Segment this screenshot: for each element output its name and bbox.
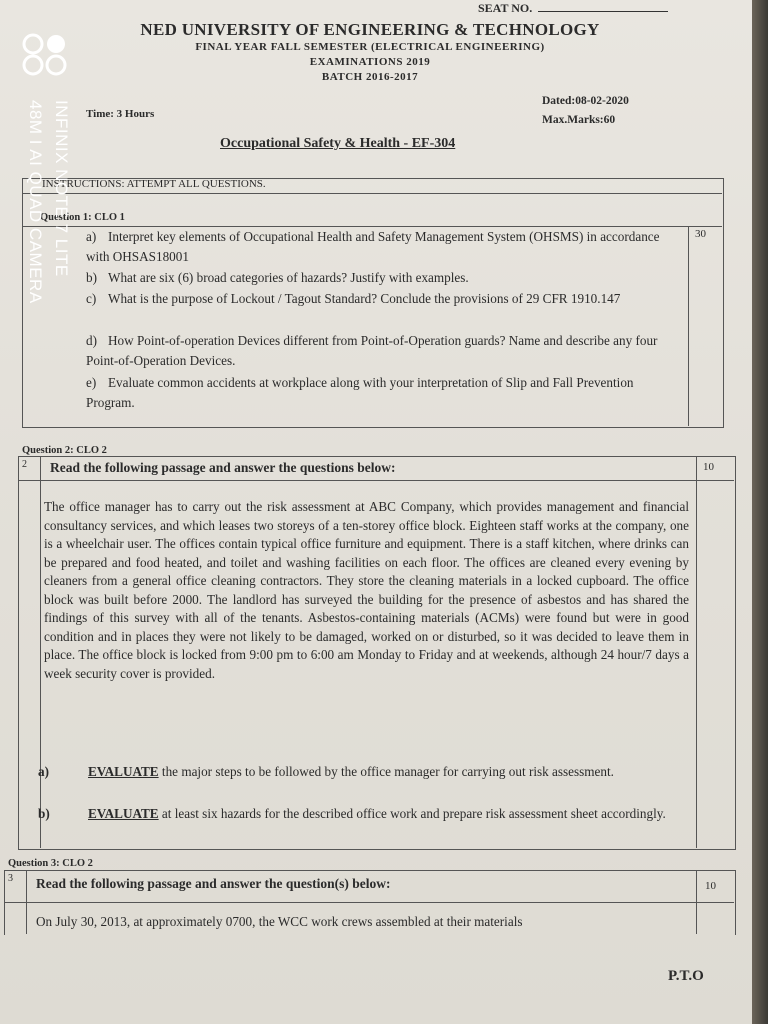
instructions: INSTRUCTIONS: ATTEMPT ALL QUESTIONS. bbox=[22, 178, 722, 194]
camera-logo-icon bbox=[20, 32, 72, 78]
question2-number: 2 bbox=[22, 459, 27, 470]
camera-watermark bbox=[20, 32, 80, 83]
exam-date-marks bbox=[542, 92, 629, 130]
question2-marks: 10 bbox=[703, 461, 714, 473]
question1-item-a: a) Interpret key elements of Occupational Health and Safety Management System (OHSMS) in accordance with OHSAS18001 bbox=[86, 229, 660, 264]
question3-number: 3 bbox=[8, 873, 13, 884]
divider bbox=[40, 456, 41, 848]
question3-title: Read the following passage and answer the question(s) below: bbox=[36, 876, 391, 891]
exam-time: Time: 3 Hours bbox=[86, 108, 155, 120]
question3-passage: On July 30, 2013, at approximately 0700, the WCC work crews assembled at their materials bbox=[36, 914, 523, 929]
page-edge bbox=[752, 0, 768, 1024]
question3-heading: Question 3: CLO 2 bbox=[8, 858, 93, 869]
semester-line: FINAL YEAR FALL SEMESTER (ELECTRICAL ENGINEERING) bbox=[195, 41, 545, 53]
question1-item-d: d) How Point-of-operation Devices different from Point-of-Operation guards? Name and describe any four Point-of-Operation Devices. bbox=[86, 333, 658, 368]
question2-item-b: b) EVALUATE at least six hazards for the described office work and prepare risk assessment sheet accordingly. bbox=[38, 806, 666, 821]
question2-item-a: a) EVALUATE the major steps to be followed by the office manager for carrying out risk assessment. bbox=[38, 764, 614, 779]
question1-heading: Question 1: CLO 1 bbox=[40, 212, 125, 223]
batch-line: BATCH 2016-2017 bbox=[321, 71, 419, 83]
question3-marks: 10 bbox=[705, 880, 716, 892]
watermark-line2: 48M I AI QUAD CAMERA bbox=[26, 100, 45, 304]
page-turn-over: P.T.O bbox=[668, 968, 704, 984]
watermark-line1: INFINIX NOTE 7 LITE bbox=[52, 100, 71, 277]
question1-item-e: e) Evaluate common accidents at workplace along with your interpretation of Slip and Fall Prevention Program. bbox=[86, 375, 634, 410]
university-name: NED UNIVERSITY OF ENGINEERING & TECHNOLOGY bbox=[140, 20, 600, 39]
exam-date: Dated:08-02-2020 bbox=[542, 95, 629, 107]
divider bbox=[18, 480, 734, 481]
divider bbox=[696, 456, 697, 848]
divider bbox=[696, 870, 697, 934]
seat-number: SEAT NO. bbox=[478, 1, 668, 16]
exam-line: EXAMINATIONS 2019 bbox=[309, 56, 431, 68]
max-marks: Max.Marks:60 bbox=[542, 114, 616, 126]
question2-passage: The office manager has to carry out the risk assessment at ABC Company, which provides management and financial consultancy services, and which leases two storeys of a ten-storey office block. Eighteen staff works at the company, one is a wheelchair user. The offices contain typical office furniture and equipment. There is a staff kitchen, where drinks can be prepared and food heated, and toilet and washing facilities on each floor. The offices are cleaned every evening by cleaners from a general office cleaning contractors. They store the cleaning materials in a locked cupboard. The office block was built before 2000. The landlord has surveyed the building for the presence of asbestos and has shared the findings of this survey with all of the tenants. Asbestos-containing materials (ACMs) were found but were in good condition and in places they were not likely to be damaged, worked on or disturbed, so it was decided to leave them in place. The office block is locked from 9:00 pm to 6:00 am Monday to Friday and at weekends, although 24 hour/7 days a week security cover is provided. bbox=[44, 499, 689, 681]
question1-item-c: c) What is the purpose of Lockout / Tagout Standard? Conclude the provisions of 29 CFR 1910.147 bbox=[86, 291, 621, 306]
course-title: Occupational Safety & Health - EF-304 bbox=[220, 136, 456, 151]
question2-heading: Question 2: CLO 2 bbox=[22, 445, 107, 456]
question1-item-b: b) What are six (6) broad categories of hazards? Justify with examples. bbox=[86, 270, 469, 285]
question2-title: Read the following passage and answer the questions below: bbox=[50, 460, 396, 475]
divider bbox=[688, 226, 689, 426]
question1-marks: 30 bbox=[695, 228, 706, 240]
divider bbox=[4, 902, 734, 903]
divider bbox=[26, 870, 27, 934]
